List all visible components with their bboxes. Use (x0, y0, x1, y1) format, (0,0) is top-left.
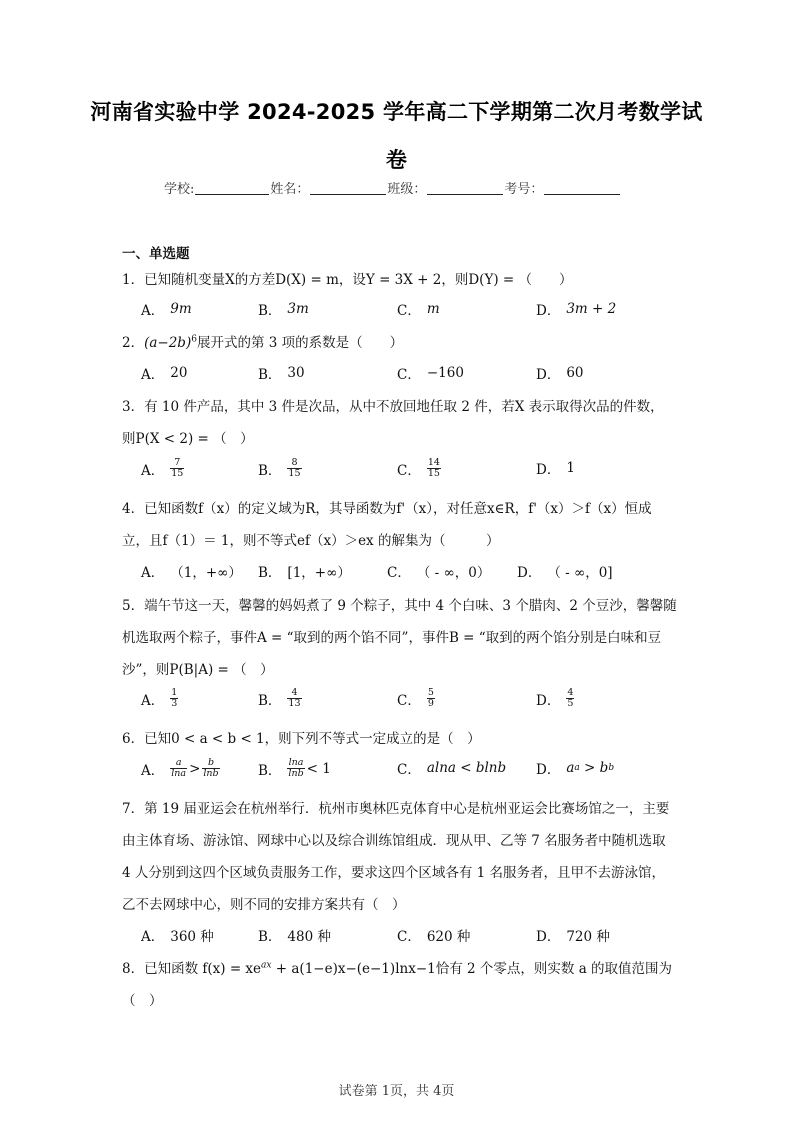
exam-number-label: 考号： (504, 182, 544, 197)
option-b[interactable] (258, 561, 351, 581)
exponent: a (574, 763, 580, 773)
question-3-line-2: 则P(X < 2) = （ ） (122, 431, 254, 447)
option-text: （ - ∞，0] (547, 565, 613, 581)
question-number: 4． (122, 501, 145, 517)
option-text: −160 (426, 365, 464, 381)
option-a[interactable] (141, 561, 242, 581)
option-label: C． (397, 462, 421, 479)
operator: < 1 (306, 760, 331, 777)
question-2 (122, 331, 403, 351)
numerator: 4 (567, 687, 574, 698)
numerator: 5 (427, 687, 434, 698)
numerator: 8 (291, 457, 298, 468)
numerator: b (207, 757, 215, 768)
question-1 (122, 268, 573, 288)
option-c[interactable] (397, 458, 441, 479)
question-5-options (141, 688, 641, 712)
option-b[interactable] (258, 299, 309, 319)
question-text: + a(1−e)x−(e−1)lnx−1恰有 2 个零点，则实数 a 的取值范围为 (271, 961, 673, 977)
question-8-line-1 (122, 957, 672, 977)
fraction (427, 458, 441, 479)
fraction (427, 688, 435, 709)
option-b[interactable] (258, 688, 302, 709)
question-number: 2． (122, 335, 145, 351)
numerator: 14 (427, 457, 440, 468)
question-4-line-2: 立，且f（1）＝ 1，则不等式ef（x）＞ex 的解集为（ ） (122, 533, 500, 549)
option-text: 3m (287, 301, 309, 317)
option-label: B． (258, 762, 282, 779)
question-8-line-2: （ ） (122, 993, 163, 1009)
option-d[interactable] (536, 688, 574, 709)
option-label: C． (397, 692, 421, 709)
question-3-line-1 (122, 395, 664, 415)
option-text: m (426, 301, 440, 317)
option-text: 1 (566, 460, 575, 476)
option-label: C． (397, 367, 421, 383)
option-label: C． (397, 929, 421, 945)
option-text: 30 (287, 365, 305, 381)
denominator: 3 (171, 698, 178, 709)
denominator: 13 (288, 698, 301, 709)
question-7-line-1 (122, 797, 669, 817)
option-label: A． (141, 762, 165, 779)
option-label: A． (141, 367, 165, 383)
option-c[interactable] (397, 299, 440, 319)
option-b[interactable] (258, 758, 331, 779)
name-blank[interactable] (310, 180, 386, 195)
option-text: alna < blnb (426, 760, 507, 776)
question-2-options (141, 363, 641, 387)
question-7-line-4: 乙不去网球中心，则不同的安排方案共有（ ） (122, 897, 406, 913)
fraction (287, 458, 301, 479)
denominator: 15 (427, 468, 440, 479)
denominator: lnb (203, 768, 219, 779)
option-text: 3m + 2 (566, 301, 617, 317)
fraction (566, 688, 574, 709)
question-number: 1． (122, 272, 145, 288)
option-label: D． (536, 929, 561, 945)
option-d[interactable] (536, 363, 584, 383)
denominator: lna (171, 768, 187, 779)
question-7-line-2: 由主体育场、游泳馆、网球中心以及综合训练馆组成．现从甲、乙等 7 名服务者中随机选取 (122, 833, 666, 849)
option-label: D． (536, 367, 561, 383)
option-text: 60 (566, 365, 584, 381)
option-label: B． (258, 367, 282, 383)
question-text: 第 19 届亚运会在杭州举行．杭州市奥林匹克体育中心是杭州亚运会比赛场馆之一，主要 (144, 801, 670, 817)
question-text: 已知函数 f(x) = xe (144, 961, 262, 977)
question-5-line-3: 沙”，则P(B|A) = （ ） (122, 662, 274, 678)
class-blank[interactable] (427, 180, 503, 195)
question-exponent: ax (261, 960, 272, 971)
question-3-options (141, 458, 641, 482)
option-c[interactable] (397, 925, 470, 945)
option-a[interactable] (141, 925, 214, 945)
fraction (287, 758, 304, 779)
question-6-options (141, 758, 641, 782)
option-d[interactable] (536, 299, 616, 319)
question-7-line-3: 4 人分别到这四个区域负责服务工作，要求这四个区域各有 1 名服务者，且甲不去游泳馆， (122, 865, 666, 881)
exam-title-line1: 河南省实验中学 2024-2025 学年高二下学期第二次月考数学试 (90, 100, 703, 124)
question-text: 有 10 件产品，其中 3 件是次品，从中不放回地任取 2 件，若X 表示取得次品的件数， (144, 399, 664, 415)
question-text: 展开式的第 3 项的系数是（ ） (196, 335, 404, 351)
option-a[interactable] (141, 363, 187, 383)
operator: > (579, 760, 600, 776)
option-text: 9m (170, 301, 192, 317)
option-d[interactable] (517, 561, 613, 581)
option-label: B． (258, 462, 282, 479)
numerator: lna (288, 757, 304, 768)
student-info-fields (164, 178, 621, 197)
option-d[interactable] (536, 758, 614, 778)
option-label: A． (141, 565, 165, 581)
option-label: A． (141, 303, 165, 319)
option-text: 360 种 (170, 929, 214, 945)
option-label: D． (536, 462, 561, 478)
exam-title-line2: 卷 (385, 148, 408, 172)
question-number: 8． (122, 961, 145, 977)
operator: > (189, 760, 201, 777)
question-text: 已知函数f（x）的定义域为R，其导函数为f'（x），对任意x∈R，f'（x）＞f（x）恒成 (144, 501, 652, 517)
school-label: 学校: (164, 182, 195, 197)
exponent: b (608, 763, 615, 773)
option-a[interactable] (141, 299, 192, 319)
option-label: B． (258, 929, 282, 945)
option-label: A． (141, 929, 165, 945)
question-number: 3． (122, 399, 145, 415)
exam-number-blank[interactable] (544, 180, 620, 195)
question-4-line-1 (122, 497, 652, 517)
option-label: D． (517, 565, 542, 581)
fraction (170, 758, 187, 779)
option-label: B． (258, 303, 282, 319)
base: a (566, 760, 575, 776)
denominator: 15 (171, 468, 184, 479)
fraction (287, 688, 301, 709)
option-label: D． (536, 692, 561, 709)
question-text: 已知0 < a < b < 1，则下列不等式一定成立的是（ ） (144, 731, 481, 747)
question-exponent: 6 (191, 334, 197, 345)
option-text: 480 种 (287, 929, 331, 945)
option-c[interactable] (397, 363, 464, 383)
question-5-line-2: 机选取两个粽子，事件A = “取到的两个馅不同”，事件B = “取到的两个馅分别是白味和豆 (122, 630, 662, 646)
option-b[interactable] (258, 363, 305, 383)
numerator: 4 (291, 687, 298, 698)
class-label: 班级： (387, 182, 427, 197)
question-5-line-1 (122, 594, 677, 614)
option-label: C． (397, 762, 421, 778)
option-a[interactable] (141, 458, 184, 479)
option-label: B． (258, 565, 282, 581)
option-text: 620 种 (426, 929, 471, 945)
option-text: （1，+∞） (170, 565, 242, 581)
school-blank[interactable] (195, 180, 269, 195)
option-label: D． (536, 303, 561, 319)
question-expression: (a−2b) (144, 335, 192, 351)
option-label: C． (387, 565, 411, 581)
section-heading: 一、单选题 (122, 246, 190, 262)
question-4-options (141, 561, 641, 585)
option-label: D． (536, 762, 561, 778)
option-d[interactable] (536, 458, 575, 478)
option-text: （ - ∞，0） (416, 565, 491, 581)
option-text: [1，+∞） (287, 565, 351, 581)
numerator: 1 (171, 687, 178, 698)
numerator: 7 (174, 457, 181, 468)
option-c[interactable] (397, 688, 435, 709)
name-label: 姓名： (270, 182, 310, 197)
option-label: A． (141, 462, 165, 479)
question-number: 7． (122, 801, 145, 817)
question-1-options (141, 299, 641, 323)
option-a[interactable] (141, 688, 178, 709)
option-c[interactable] (397, 758, 506, 778)
base: b (599, 760, 609, 776)
question-text: 已知随机变量X的方差D(X) = m，设Y = 3X + 2，则D(Y) = （ ） (144, 272, 573, 288)
denominator: 5 (567, 698, 574, 709)
option-b[interactable] (258, 458, 302, 479)
question-7-options (141, 925, 641, 949)
option-label: A． (141, 692, 165, 709)
fraction (202, 758, 219, 779)
denominator: lnb (288, 768, 304, 779)
fraction (170, 458, 184, 479)
denominator: 15 (288, 468, 301, 479)
option-text: 20 (170, 365, 188, 381)
question-6 (122, 727, 481, 747)
option-label: C． (397, 303, 421, 319)
fraction (170, 688, 178, 709)
page-footer: 试卷第 1页，共 4页 (338, 1084, 455, 1099)
option-b[interactable] (258, 925, 331, 945)
denominator: 9 (427, 698, 434, 709)
option-text: 720 种 (566, 929, 610, 945)
question-text: 端午节这一天，馨馨的妈妈煮了 9 个粽子，其中 4 个白味、3 个腊肉、2 个豆沙，馨馨随 (144, 598, 677, 614)
option-label: B． (258, 692, 282, 709)
option-a[interactable] (141, 758, 220, 779)
question-number: 5． (122, 598, 145, 614)
option-d[interactable] (536, 925, 610, 945)
question-number: 6． (122, 731, 145, 747)
option-c[interactable] (387, 561, 490, 581)
numerator: a (175, 757, 182, 768)
